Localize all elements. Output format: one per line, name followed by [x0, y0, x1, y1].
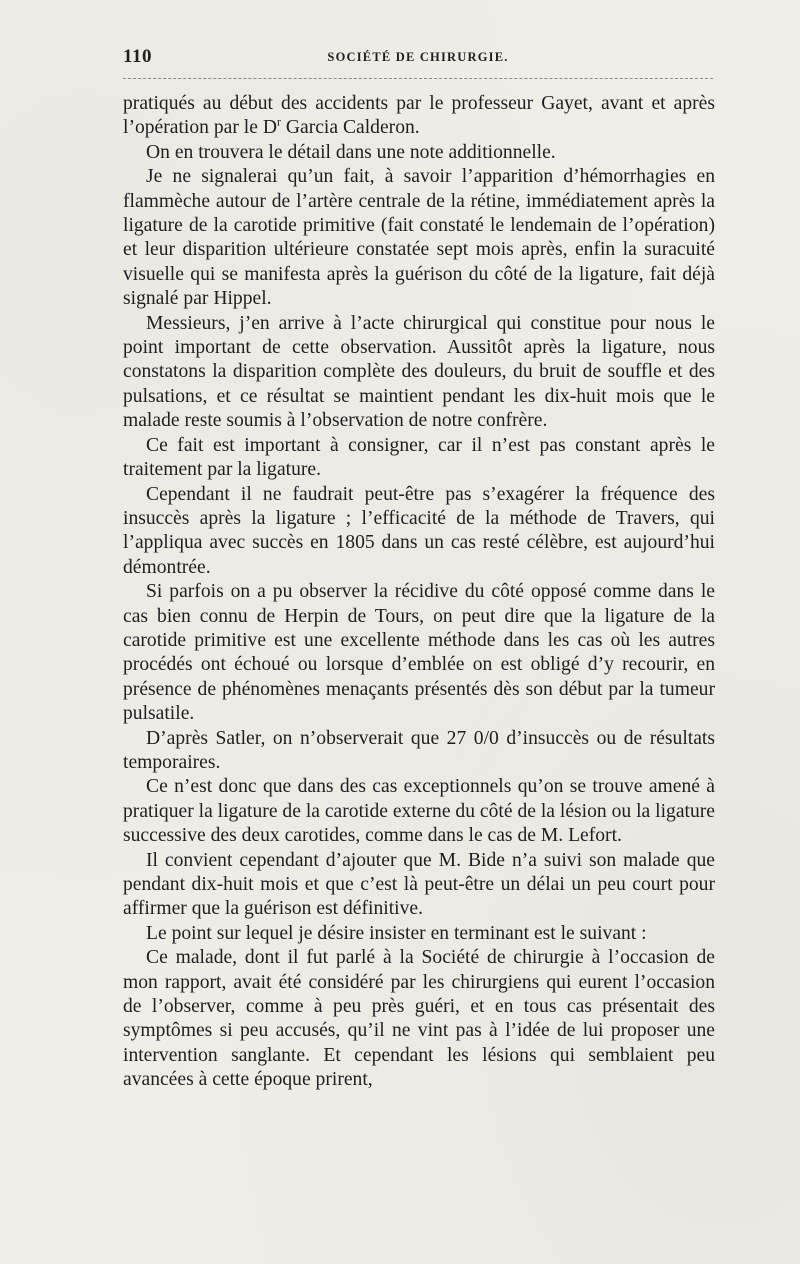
paragraph: Si parfois on a pu observer la récidive du côté opposé comme dans le cas bien connu de Herpin de Tours, on peut dire que la ligature de la carotide primitive est une excellente méthode dans les cas où les autres procédés ont échoué ou lorsque d’emblée on est obligé d’y recourir, en présence de phénomènes menaçants présentés dès son début par la tumeur pulsatile.: [123, 581, 715, 725]
paragraph: Cependant il ne faudrait peut-être pas s’exagérer la fréquence des insuccès après la ligature ; l’efficacité de la méthode de Travers, qui l’appliqua avec succès en 1805 dans un cas resté célèbre, est aujourd’hui démontrée.: [123, 483, 715, 578]
page-number: 110: [123, 46, 152, 67]
running-title: SOCIÉTÉ DE CHIRURGIE.: [327, 50, 509, 64]
paragraph: Ce n’est donc que dans des cas exceptionnels qu’on se trouve amené à pratiquer la ligature de la carotide externe du côté de la lésion ou la ligature successive des deux carotides, comme dans le cas de M. Lefort.: [123, 776, 715, 847]
paragraph: Le point sur lequel je désire insister en terminant est le suivant :: [146, 922, 647, 944]
header-rule: [123, 78, 713, 79]
paragraph: Ce malade, dont il fut parlé à la Société de chirurgie à l’occasion de mon rapport, avait été considéré par les chirurgiens qui eurent l’occasion de l’observer, comme à peu près guéri, et en tous cas présentait des symptômes si peu accusés, qu’il ne vint pas à l’idée de lui proposer une intervention sanglante. Et cependant les lésions qui semblaient peu avancées à cette époque prirent,: [123, 947, 715, 1091]
body-text: [123, 92, 715, 1093]
page-header: [123, 44, 713, 70]
paragraph: Il convient cependant d’ajouter que M. Bide n’a suivi son malade que pendant dix-huit mois et que c’est là peut-être un délai un peu court pour affirmer que la guérison est définitive.: [123, 849, 715, 920]
paragraph: Je ne signalerai qu’un fait, à savoir l’apparition d’hémorrhagies en flammèche autour de l’artère centrale de la rétine, immédiatement après la ligature de la carotide primitive (fait constaté le lendemain de l’opération) et leur disparition ultérieure constatée sept mois après, enfin la suracuité visuelle qui se manifesta après la guérison du côté de la ligature, fait déjà signalé par Hippel.: [123, 166, 715, 310]
paragraph: D’après Satler, on n’observerait que 27 0/0 d’insuccès ou de résultats temporaires.: [123, 727, 715, 773]
paragraph: Ce fait est important à consigner, car il n’est pas constant après le traitement par la ligature.: [123, 434, 715, 481]
paragraph: pratiqués au début des accidents par le professeur Gayet, avant et après l’opération par le $D^r$ Garcia Calderon.: [123, 93, 715, 139]
paragraph: On en trouvera le détail dans une note additionnelle.: [146, 141, 556, 163]
paragraph: Messieurs, j’en arrive à l’acte chirurgical qui constitue pour nous le point important de cette observation. Aussitôt après la ligature, nous constatons la disparition complète des douleurs, du bruit de souffle et des pulsations, et ce résultat se maintient pendant les dix-huit mois que le malade reste soumis à l’observation de notre confrère.: [123, 312, 715, 432]
